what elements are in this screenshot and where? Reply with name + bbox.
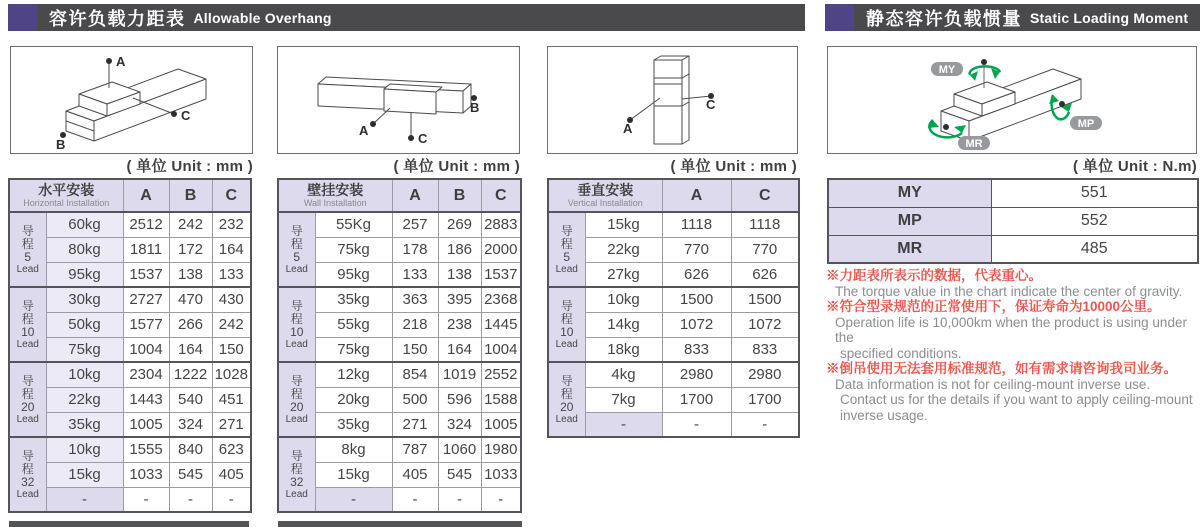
value-cell: 2304 — [123, 362, 169, 387]
table-row — [278, 487, 521, 512]
table-title-zh: 水平安装 — [38, 182, 95, 198]
load-cell: 12kg — [315, 362, 392, 387]
lead-cell: 导 程 5 Lead — [9, 212, 46, 287]
note-text-zh: ※倒吊使用无法套用标准规范，如有需求请咨询我司业务。 — [826, 361, 1177, 376]
static-moment-diagram — [827, 46, 1197, 154]
overhang-table-vertical — [547, 178, 800, 438]
table-row — [9, 437, 251, 462]
overhang-table-horizontal — [8, 178, 252, 513]
table-row — [828, 207, 1198, 235]
point-a-dot — [106, 58, 112, 64]
value-cell: 232 — [212, 212, 251, 237]
value-cell: 238 — [438, 312, 481, 337]
table-row — [548, 312, 799, 337]
value-cell: 150 — [212, 337, 251, 362]
value-cell: 1700 — [662, 387, 731, 412]
table-title-en: Horizontal Installation — [23, 198, 110, 208]
table-title-horizontal — [9, 179, 123, 212]
lead-value: 10 — [290, 324, 304, 339]
vertical-installation-table-host — [547, 178, 800, 438]
mr-axis-dot — [943, 124, 949, 130]
load-cell: 27kg — [585, 262, 662, 287]
lead-value: 5 — [293, 249, 301, 264]
value-cell: 2552 — [481, 362, 521, 387]
load-cell: 35kg — [46, 412, 123, 437]
table-row — [278, 412, 521, 437]
note-text-en: Operation life is 10,000km when the product is using under the — [835, 314, 1187, 345]
note-text-zh: ※符合型录规范的正常使用下，保证寿命为10000公里。 — [826, 299, 1161, 314]
value-cell: 1443 — [123, 387, 169, 412]
note-item — [826, 361, 1200, 423]
table-row — [9, 487, 251, 512]
point-label-c: C — [181, 108, 191, 123]
value-cell: 833 — [662, 337, 731, 362]
point-c-dot — [408, 135, 414, 141]
value-cell: 500 — [392, 387, 438, 412]
value-cell: 596 — [438, 387, 481, 412]
notes-block — [826, 268, 1200, 423]
column-header-a: A — [123, 179, 169, 212]
table-title-zh: 垂直安装 — [577, 182, 634, 198]
table-row — [548, 237, 799, 262]
value-cell: 1028 — [212, 362, 251, 387]
column-header-a: A — [392, 179, 438, 212]
load-cell: 22kg — [46, 387, 123, 412]
table-row — [278, 312, 521, 337]
value-cell: 1577 — [123, 312, 169, 337]
table-row — [828, 235, 1198, 263]
table-row — [278, 212, 521, 237]
table-row — [9, 362, 251, 387]
table-row — [278, 287, 521, 312]
lead-value: 5 — [24, 249, 32, 264]
moment-title-zh: 静态容许负载惯量 — [866, 8, 1022, 29]
table-row — [278, 362, 521, 387]
table-row — [278, 237, 521, 262]
moment-value: 552 — [991, 207, 1198, 235]
value-cell: - — [123, 487, 169, 512]
value-cell: - — [731, 412, 799, 437]
value-cell: 218 — [392, 312, 438, 337]
load-cell: 30kg — [46, 287, 123, 312]
value-cell: 1005 — [481, 412, 521, 437]
value-cell: 430 — [212, 287, 251, 312]
moment-label: MY — [828, 179, 991, 207]
table-row — [548, 387, 799, 412]
value-cell: 150 — [392, 337, 438, 362]
lead-cell: 导 程 32 Lead — [278, 437, 315, 512]
actuator-isometric-drawing — [11, 47, 252, 153]
my-axis-dot — [981, 59, 987, 65]
table-header-row — [548, 179, 799, 212]
table-row — [278, 262, 521, 287]
my-badge-label: MY — [938, 64, 956, 76]
unit-label-mm-vertical: ( 单位 Unit : mm ) — [670, 158, 797, 175]
moment-value: 551 — [991, 179, 1198, 207]
load-cell: 8kg — [315, 437, 392, 462]
load-cell: 95kg — [315, 262, 392, 287]
load-cell: 75kg — [315, 337, 392, 362]
table-row — [9, 312, 251, 337]
value-cell: 164 — [169, 337, 212, 362]
value-cell: 138 — [169, 262, 212, 287]
value-cell: - — [438, 487, 481, 512]
note-text-en: Data information is not for ceiling-mount inverse use. — [835, 376, 1151, 392]
lead-cell: 导 程 5 Lead — [548, 212, 585, 287]
value-cell: 787 — [392, 437, 438, 462]
value-cell: 1118 — [731, 212, 799, 237]
table-title-en: Vertical Installation — [567, 198, 643, 208]
value-cell: 242 — [169, 212, 212, 237]
point-a-dot — [370, 121, 376, 127]
note-text-en: specified conditions. — [840, 345, 962, 361]
header-bar — [37, 4, 805, 31]
load-cell: 10kg — [46, 362, 123, 387]
value-cell: 770 — [662, 237, 731, 262]
header-accent-square — [825, 4, 854, 31]
value-cell: 271 — [392, 412, 438, 437]
value-cell: 626 — [731, 262, 799, 287]
note-text-en: The torque value in the chart indicate the center of gravity. — [835, 283, 1183, 299]
column-header-c: C — [212, 179, 251, 212]
load-cell: 95kg — [46, 262, 123, 287]
overhang-title-en: Allowable Overhang — [193, 9, 332, 26]
value-cell: 1811 — [123, 237, 169, 262]
point-label-a: A — [623, 121, 633, 136]
table-row — [548, 337, 799, 362]
table-row — [548, 362, 799, 387]
vertical-installation-diagram — [547, 46, 798, 154]
point-label-c: C — [706, 97, 716, 112]
value-cell: 1555 — [123, 437, 169, 462]
note-text-en: Contact us for the details if you want to apply ceiling-mount — [840, 392, 1193, 407]
table-row — [828, 179, 1198, 207]
value-cell: 2000 — [481, 237, 521, 262]
value-cell: 1033 — [123, 462, 169, 487]
value-cell: 271 — [212, 412, 251, 437]
value-cell: 623 — [212, 437, 251, 462]
load-cell: 35kg — [315, 412, 392, 437]
load-cell: 60kg — [46, 212, 123, 237]
value-cell: 770 — [731, 237, 799, 262]
mp-axis-dot — [1059, 101, 1065, 107]
value-cell: - — [662, 412, 731, 437]
value-cell: 1004 — [123, 337, 169, 362]
column-header-b: B — [438, 179, 481, 212]
load-cell: - — [585, 412, 662, 437]
value-cell: 1060 — [438, 437, 481, 462]
load-cell: - — [46, 487, 123, 512]
table-row — [9, 412, 251, 437]
value-cell: 269 — [438, 212, 481, 237]
table-row — [9, 387, 251, 412]
table-title-en: Wall Installation — [303, 198, 367, 208]
table-header-row — [9, 179, 251, 212]
load-cell: 20kg — [315, 387, 392, 412]
lead-value: 32 — [290, 474, 304, 489]
moment-table-host — [827, 178, 1199, 264]
overhang-title-zh: 容许负载力距表 — [49, 8, 186, 29]
moment-value: 485 — [991, 235, 1198, 263]
value-cell: 164 — [438, 337, 481, 362]
value-cell: 545 — [438, 462, 481, 487]
value-cell: 172 — [169, 237, 212, 262]
lead-cell: 导 程 20 Lead — [278, 362, 315, 437]
unit-label-mm-horizontal: ( 单位 Unit : mm ) — [126, 158, 253, 175]
load-cell: 22kg — [585, 237, 662, 262]
point-label-b: B — [470, 100, 480, 115]
table-row — [548, 412, 799, 437]
value-cell: 1588 — [481, 387, 521, 412]
wall-installation-table-host — [277, 178, 522, 513]
table-header-row — [278, 179, 521, 212]
header-accent-square — [8, 4, 37, 31]
column-header-a: A — [662, 179, 731, 212]
column-header-b: B — [169, 179, 212, 212]
wall-installation-diagram — [277, 46, 520, 154]
table-title-wall — [278, 179, 392, 212]
actuator-isometric-drawing — [548, 47, 797, 153]
value-cell: 1537 — [481, 262, 521, 287]
table-title-zh: 壁挂安装 — [307, 182, 364, 198]
value-cell: - — [169, 487, 212, 512]
value-cell: 138 — [438, 262, 481, 287]
overhang-table-wall — [277, 178, 522, 513]
value-cell: 626 — [662, 262, 731, 287]
point-c-dot — [171, 111, 177, 117]
value-cell: 2883 — [481, 212, 521, 237]
table-row — [9, 287, 251, 312]
table-row — [9, 462, 251, 487]
point-label-b: B — [56, 137, 66, 152]
lead-value: 20 — [290, 399, 304, 414]
value-cell: 395 — [438, 287, 481, 312]
value-cell: 257 — [392, 212, 438, 237]
load-cell: 80kg — [46, 237, 123, 262]
value-cell: 178 — [392, 237, 438, 262]
value-cell: 1019 — [438, 362, 481, 387]
table-row — [9, 237, 251, 262]
value-cell: 854 — [392, 362, 438, 387]
table-row — [548, 262, 799, 287]
load-cell: 15kg — [315, 462, 392, 487]
value-cell: 1005 — [123, 412, 169, 437]
actuator-moment-drawing — [828, 47, 1196, 153]
header-bar — [854, 4, 1200, 31]
column-header-c: C — [731, 179, 799, 212]
value-cell: 324 — [169, 412, 212, 437]
note-item — [826, 268, 1200, 299]
value-cell: 470 — [169, 287, 212, 312]
section-header-static-loading-moment — [825, 4, 1200, 31]
value-cell: 1072 — [662, 312, 731, 337]
load-cell: 35kg — [315, 287, 392, 312]
value-cell: 2368 — [481, 287, 521, 312]
value-cell: 451 — [212, 387, 251, 412]
lead-cell: 导 程 5 Lead — [278, 212, 315, 287]
value-cell: 1004 — [481, 337, 521, 362]
value-cell: 1072 — [731, 312, 799, 337]
note-item — [826, 299, 1200, 361]
mp-badge-label: MP — [1077, 118, 1095, 130]
value-cell: 1118 — [662, 212, 731, 237]
value-cell: 1537 — [123, 262, 169, 287]
unit-label-nm-moment: ( 单位 Unit : N.m) — [1073, 158, 1197, 175]
load-cell: - — [315, 487, 392, 512]
value-cell: 405 — [392, 462, 438, 487]
value-cell: 1500 — [662, 287, 731, 312]
value-cell: 363 — [392, 287, 438, 312]
table-row — [9, 212, 251, 237]
value-cell: 1980 — [481, 437, 521, 462]
moment-label: MR — [828, 235, 991, 263]
load-cell: 50kg — [46, 312, 123, 337]
mr-badge-label: MR — [965, 138, 983, 150]
moment-title-en: Static Loading Moment — [1030, 9, 1189, 26]
value-cell: 833 — [731, 337, 799, 362]
load-cell: 55Kg — [315, 212, 392, 237]
moment-label: MP — [828, 207, 991, 235]
table-row — [548, 212, 799, 237]
actuator-isometric-drawing — [278, 47, 519, 153]
lead-cell: 导 程 10 Lead — [9, 287, 46, 362]
value-cell: 266 — [169, 312, 212, 337]
horizontal-installation-table-host — [8, 178, 252, 513]
column-header-c: C — [481, 179, 521, 212]
value-cell: 1500 — [731, 287, 799, 312]
value-cell: 133 — [392, 262, 438, 287]
table-row — [278, 387, 521, 412]
lead-value: 10 — [560, 324, 574, 339]
lead-value: 20 — [21, 399, 35, 414]
table-title-vertical — [548, 179, 662, 212]
value-cell: 1222 — [169, 362, 212, 387]
load-cell: 10kg — [46, 437, 123, 462]
point-label-a: A — [359, 123, 369, 138]
load-cell: 14kg — [585, 312, 662, 337]
lead-cell: 导 程 10 Lead — [548, 287, 585, 362]
value-cell: 2512 — [123, 212, 169, 237]
value-cell: 2980 — [731, 362, 799, 387]
note-text-zh: ※力距表所表示的数据，代表重心。 — [826, 268, 1042, 283]
value-cell: 242 — [212, 312, 251, 337]
value-cell: - — [392, 487, 438, 512]
section-header-allowable-overhang — [8, 4, 805, 31]
load-cell: 75kg — [315, 237, 392, 262]
value-cell: 2727 — [123, 287, 169, 312]
table-row — [278, 437, 521, 462]
table-row — [278, 462, 521, 487]
note-text-en: inverse usage. — [840, 407, 928, 423]
value-cell: 840 — [169, 437, 212, 462]
value-cell: 2980 — [662, 362, 731, 387]
lead-value: 5 — [563, 249, 571, 264]
horizontal-installation-diagram — [10, 46, 253, 154]
load-cell: 18kg — [585, 337, 662, 362]
unit-label-mm-wall: ( 单位 Unit : mm ) — [393, 158, 520, 175]
static-moment-table — [827, 178, 1199, 264]
lead-cell: 导 程 32 Lead — [9, 437, 46, 512]
table-row — [9, 262, 251, 287]
lead-cell: 导 程 20 Lead — [9, 362, 46, 437]
load-cell: 7kg — [585, 387, 662, 412]
value-cell: - — [212, 487, 251, 512]
load-cell: 15kg — [585, 212, 662, 237]
value-cell: 540 — [169, 387, 212, 412]
lead-cell: 导 程 20 Lead — [548, 362, 585, 437]
value-cell: 1445 — [481, 312, 521, 337]
point-label-c: C — [418, 131, 428, 146]
load-cell: 4kg — [585, 362, 662, 387]
lead-value: 10 — [21, 324, 35, 339]
cutoff-section-bar — [278, 521, 522, 527]
value-cell: 164 — [212, 237, 251, 262]
table-row — [9, 337, 251, 362]
load-cell: 75kg — [46, 337, 123, 362]
value-cell: - — [481, 487, 521, 512]
table-row — [278, 337, 521, 362]
value-cell: 186 — [438, 237, 481, 262]
value-cell: 1700 — [731, 387, 799, 412]
value-cell: 405 — [212, 462, 251, 487]
value-cell: 545 — [169, 462, 212, 487]
value-cell: 1033 — [481, 462, 521, 487]
point-label-a: A — [116, 54, 126, 69]
lead-cell: 导 程 10 Lead — [278, 287, 315, 362]
load-cell: 15kg — [46, 462, 123, 487]
lead-value: 32 — [21, 474, 35, 489]
table-row — [548, 287, 799, 312]
load-cell: 10kg — [585, 287, 662, 312]
lead-value: 20 — [560, 399, 574, 414]
value-cell: 324 — [438, 412, 481, 437]
cutoff-section-bar — [9, 521, 249, 527]
load-cell: 55kg — [315, 312, 392, 337]
value-cell: 133 — [212, 262, 251, 287]
